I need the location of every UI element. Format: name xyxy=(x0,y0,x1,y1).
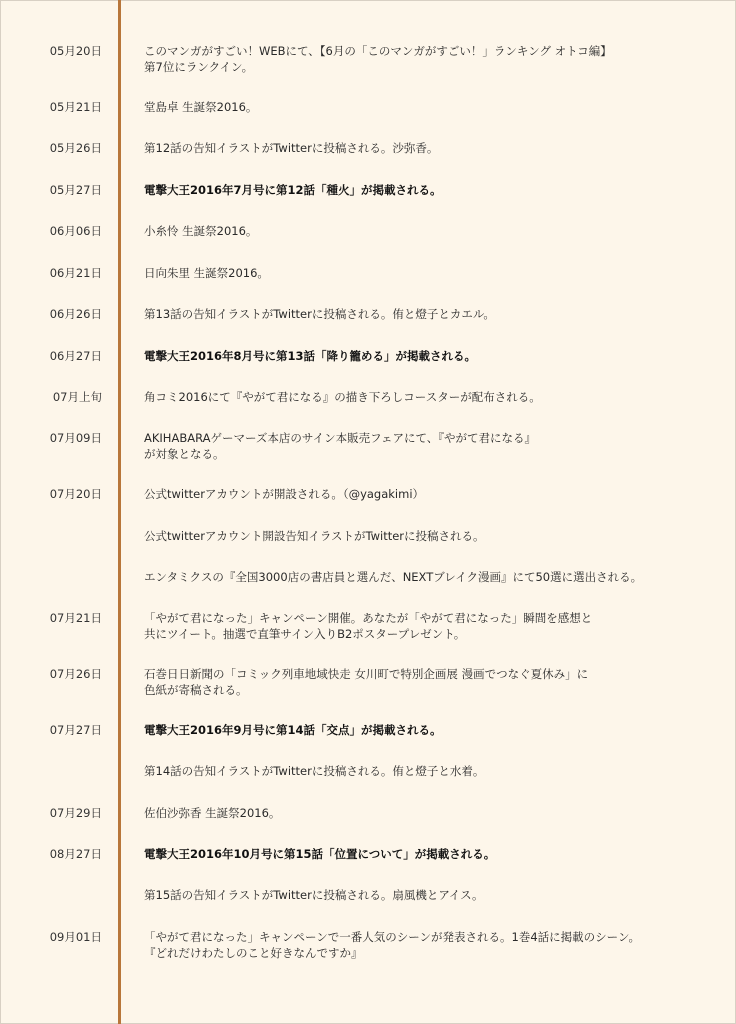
entry-text-line: 「やがて君になった」キャンペーン開催。あなたが「やがて君になった」瞬間を感想と xyxy=(144,611,593,625)
entry-text xyxy=(144,486,704,502)
entry-text-line: 色紙が寄稿される。 xyxy=(144,683,248,697)
entry-text-line: 第13話の告知イラストがTwitterに投稿される。侑と燈子とカエル。 xyxy=(144,307,495,321)
entry-text xyxy=(144,887,704,903)
entry-text xyxy=(144,182,704,198)
entry-text xyxy=(144,929,704,961)
entry-date: 07月09日 xyxy=(49,431,102,445)
entry-text-line: 公式twitterアカウント開設告知イラストがTwitterに投稿される。 xyxy=(144,529,485,543)
entry-text-line: が対象となる。 xyxy=(144,447,225,461)
entry-date: 08月27日 xyxy=(49,847,102,861)
entry-date: 05月20日 xyxy=(49,44,102,58)
entry-text xyxy=(144,430,704,462)
entry-date: 07月20日 xyxy=(49,487,102,501)
entry-date: 07月27日 xyxy=(49,723,102,737)
entry-text xyxy=(144,389,704,405)
entry-text-line: 電撃大王2016年7月号に第12話「種火」が掲載される。 xyxy=(144,183,442,197)
entry-text xyxy=(144,140,704,156)
entry-text xyxy=(144,306,704,322)
entry-text-line: エンタミクスの『全国3000店の書店員と選んだ、NEXTブレイク漫画』にて50選に選出される。 xyxy=(144,570,643,584)
entry-text-line: AKIHABARAゲーマーズ本店のサイン本販売フェアにて、『やがて君になる』 xyxy=(144,431,537,445)
entry-text-line: 角コミ2016にて『やがて君になる』の描き下ろしコースターが配布される。 xyxy=(144,390,541,404)
entry-text-line: 小糸怜 生誕祭2016。 xyxy=(144,224,258,238)
entry-text-line: 共にツイート。抽選で直筆サイン入りB2ポスタープレゼント。 xyxy=(144,627,466,641)
entry-text xyxy=(144,348,704,364)
timeline-line xyxy=(118,0,121,1024)
entry-date: 07月26日 xyxy=(49,667,102,681)
entry-text xyxy=(144,528,704,544)
entry-text xyxy=(144,805,704,821)
entry-date: 07月上旬 xyxy=(52,390,102,404)
entry-text xyxy=(144,43,704,75)
entry-text xyxy=(144,722,704,738)
entry-text-line: 電撃大王2016年9月号に第14話「交点」が掲載される。 xyxy=(144,723,442,737)
entry-text xyxy=(144,846,704,862)
entry-text xyxy=(144,610,704,642)
entry-date: 05月26日 xyxy=(49,141,102,155)
entry-date: 05月27日 xyxy=(49,183,102,197)
entry-text-line: このマンガがすごい！WEBにて、【6月の「このマンガがすごい！」ランキング オトコ編】 xyxy=(144,44,612,58)
entry-text xyxy=(144,265,704,281)
entry-date: 06月21日 xyxy=(49,266,102,280)
entry-text-line: 公式twitterアカウントが開設される。（@yagakimi） xyxy=(144,487,425,501)
entry-text-line: 佐伯沙弥香 生誕祭2016。 xyxy=(144,806,281,820)
entry-text xyxy=(144,223,704,239)
entry-text xyxy=(144,666,704,698)
entry-text-line: 日向朱里 生誕祭2016。 xyxy=(144,266,269,280)
entry-date: 07月29日 xyxy=(49,806,102,820)
entry-text-line: 第14話の告知イラストがTwitterに投稿される。侑と燈子と水着。 xyxy=(144,764,485,778)
entry-text xyxy=(144,569,704,585)
entry-text-line: 第15話の告知イラストがTwitterに投稿される。扇風機とアイス。 xyxy=(144,888,484,902)
entry-text-line: 『どれだけわたしのこと好きなんですか』 xyxy=(144,946,363,960)
entry-date: 06月26日 xyxy=(49,307,102,321)
entry-text-line: 電撃大王2016年8月号に第13話「降り籠める」が掲載される。 xyxy=(144,349,477,363)
entry-date: 06月06日 xyxy=(49,224,102,238)
entry-text-line: 電撃大王2016年10月号に第15話「位置について」が掲載される。 xyxy=(144,847,496,861)
entry-date: 05月21日 xyxy=(49,100,102,114)
entry-text-line: 堂島卓 生誕祭2016。 xyxy=(144,100,258,114)
entry-text-line: 石巻日日新聞の「コミック列車地域快走 女川町で特別企画展 漫画でつなぐ夏休み」に xyxy=(144,667,589,681)
entry-text-line: 「やがて君になった」キャンペーンで一番人気のシーンが発表される。1巻4話に掲載のシーン。 xyxy=(144,930,641,944)
entry-text xyxy=(144,99,704,115)
entry-text xyxy=(144,763,704,779)
entry-text-line: 第7位にランクイン。 xyxy=(144,60,254,74)
entry-text-line: 第12話の告知イラストがTwitterに投稿される。沙弥香。 xyxy=(144,141,439,155)
entry-date: 06月27日 xyxy=(49,349,102,363)
entry-date: 07月21日 xyxy=(49,611,102,625)
entry-date: 09月01日 xyxy=(49,930,102,944)
